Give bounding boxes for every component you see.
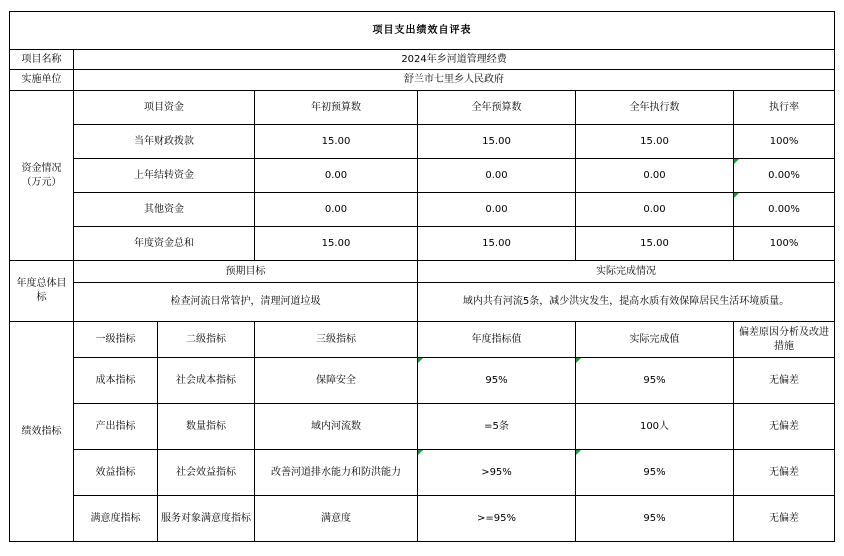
funds-row: [10, 159, 835, 193]
funds-cell: 15.00: [576, 125, 734, 159]
indicator-cell: 数量指标: [158, 404, 255, 450]
indicator-cell: 效益指标: [74, 450, 158, 496]
funds-cell: 0.00: [418, 159, 576, 193]
indicator-cell: 95%: [576, 450, 734, 496]
indicator-cell: 社会效益指标: [158, 450, 255, 496]
funds-cell: 100%: [734, 227, 835, 261]
indicator-cell: 域内河流数: [255, 404, 418, 450]
indicator-row: [10, 496, 835, 542]
funds-header-initial-budget: 年初预算数: [255, 91, 418, 125]
indicator-row: [10, 358, 835, 404]
indicator-header-target: 年度指标值: [418, 322, 576, 358]
funds-cell: 15.00: [576, 227, 734, 261]
indicators-section-label: 绩效指标: [10, 322, 74, 542]
indicator-cell: 满意度: [255, 496, 418, 542]
implementing-unit-label: 实施单位: [10, 70, 74, 91]
indicator-cell: 满意度指标: [74, 496, 158, 542]
funds-cell: 100%: [734, 125, 835, 159]
indicator-cell: 改善河道排水能力和防洪能力: [255, 450, 418, 496]
indicator-header-level2: 二级指标: [158, 322, 255, 358]
indicator-header-level1: 一级指标: [74, 322, 158, 358]
funds-row-name: 上年结转资金: [74, 159, 255, 193]
indicator-cell: 100人: [576, 404, 734, 450]
funds-cell: 0.00: [576, 159, 734, 193]
indicator-cell: 保障安全: [255, 358, 418, 404]
funds-row: [10, 193, 835, 227]
cell-marker-icon: [418, 358, 423, 363]
funds-cell: 15.00: [418, 227, 576, 261]
indicator-cell: 产出指标: [74, 404, 158, 450]
funds-row-name: 其他资金: [74, 193, 255, 227]
indicator-row: [10, 404, 835, 450]
funds-header-exec-rate: 执行率: [734, 91, 835, 125]
funds-cell: 0.00%: [734, 193, 835, 227]
indicator-cell: 社会成本指标: [158, 358, 255, 404]
goals-section-label: 年度总体目标: [10, 261, 74, 322]
funds-cell: 0.00: [255, 193, 418, 227]
self-evaluation-table: [9, 11, 835, 542]
indicator-cell: 95%: [576, 358, 734, 404]
indicator-cell: 95%: [576, 496, 734, 542]
funds-cell: 0.00: [255, 159, 418, 193]
actual-completion-header: 实际完成情况: [418, 261, 835, 283]
cell-marker-icon: [734, 193, 739, 198]
funds-cell: 0.00: [418, 193, 576, 227]
indicator-row: [10, 450, 835, 496]
funds-row-name: 年度资金总和: [74, 227, 255, 261]
funds-header-annual-budget: 全年预算数: [418, 91, 576, 125]
indicator-header-level3: 三级指标: [255, 322, 418, 358]
actual-completion-text: 域内共有河流5条，减少洪灾发生，提高水质有效保障居民生活环境质量。: [418, 283, 835, 322]
indicator-cell: 服务对象满意度指标: [158, 496, 255, 542]
indicator-cell: 无偏差: [734, 358, 835, 404]
cell-marker-icon: [576, 358, 581, 363]
funds-row: [10, 125, 835, 159]
indicator-cell: >=95%: [418, 496, 576, 542]
funds-row: [10, 227, 835, 261]
indicator-cell: =5条: [418, 404, 576, 450]
funds-cell: 15.00: [418, 125, 576, 159]
indicator-cell: 无偏差: [734, 496, 835, 542]
indicator-header-actual: 实际完成值: [576, 322, 734, 358]
funds-cell: 15.00: [255, 227, 418, 261]
indicator-cell: >95%: [418, 450, 576, 496]
funds-row-name: 当年财政拨款: [74, 125, 255, 159]
expected-goal-header: 预期目标: [74, 261, 418, 283]
project-name-value: 2024年乡河道管理经费: [74, 50, 835, 70]
indicator-cell: 无偏差: [734, 404, 835, 450]
implementing-unit-value: 舒兰市七里乡人民政府: [74, 70, 835, 91]
indicator-cell: 无偏差: [734, 450, 835, 496]
funds-cell: 15.00: [255, 125, 418, 159]
page-title: 项目支出绩效自评表: [10, 12, 835, 50]
funds-section-label: 资金情况（万元）: [10, 91, 74, 261]
indicator-header-deviation: 偏差原因分析及改进措施: [734, 322, 835, 358]
indicator-cell: 95%: [418, 358, 576, 404]
cell-marker-icon: [576, 450, 581, 455]
expected-goal-text: 检查河流日常管护，清理河道垃圾: [74, 283, 418, 322]
funds-cell: 0.00%: [734, 159, 835, 193]
cell-marker-icon: [734, 159, 739, 164]
cell-marker-icon: [418, 450, 423, 455]
project-name-label: 项目名称: [10, 50, 74, 70]
funds-cell: 0.00: [576, 193, 734, 227]
funds-header-executed: 全年执行数: [576, 91, 734, 125]
funds-header-item: 项目资金: [74, 91, 255, 125]
indicator-cell: 成本指标: [74, 358, 158, 404]
